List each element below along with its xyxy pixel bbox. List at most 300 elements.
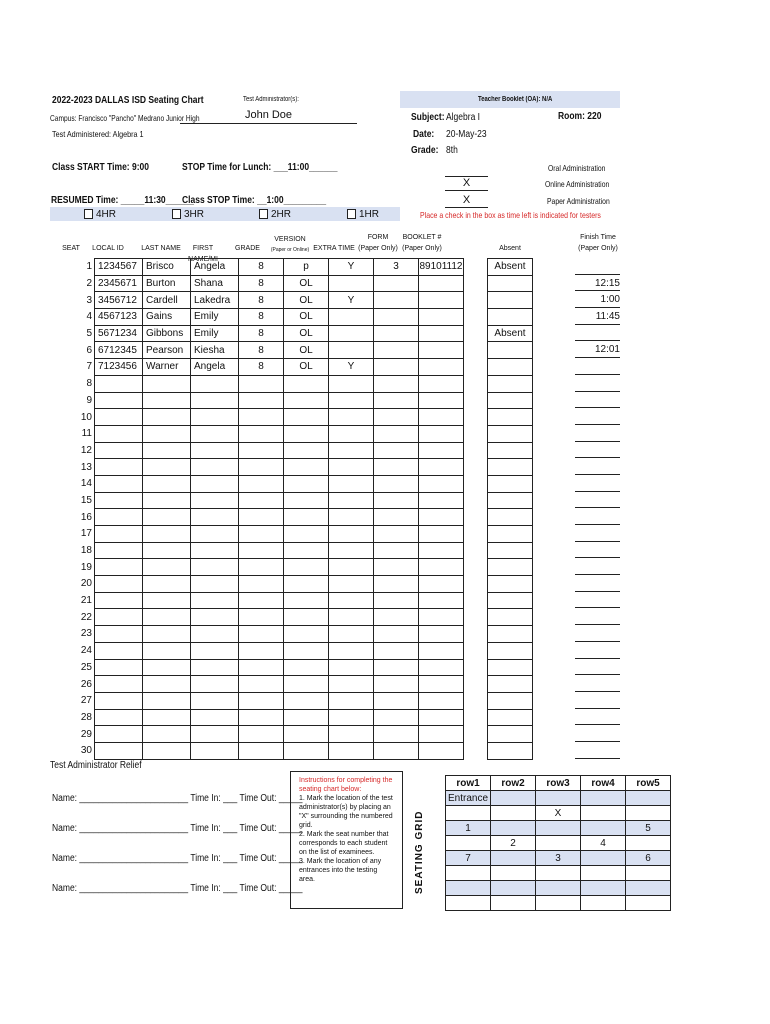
absent-cell[interactable]: Absent — [488, 259, 533, 276]
local-id-cell[interactable] — [95, 609, 143, 626]
form-cell[interactable] — [374, 726, 419, 743]
last-name-cell[interactable] — [143, 526, 191, 543]
finish-time-cell[interactable] — [575, 575, 620, 592]
absent-cell[interactable] — [488, 642, 533, 659]
check-3hr[interactable]: 3HR — [172, 209, 204, 220]
extra-time-cell[interactable] — [329, 726, 374, 743]
form-cell[interactable] — [374, 542, 419, 559]
first-name-cell[interactable]: Angela — [191, 259, 239, 276]
first-name-cell[interactable]: Shana — [191, 275, 239, 292]
grid-cell[interactable]: 1 — [446, 821, 491, 836]
version-cell[interactable] — [284, 526, 329, 543]
last-name-cell[interactable] — [143, 459, 191, 476]
absent-cell[interactable] — [488, 526, 533, 543]
extra-time-cell[interactable] — [329, 559, 374, 576]
last-name-cell[interactable] — [143, 709, 191, 726]
checkbox-icon[interactable] — [172, 209, 181, 219]
finish-time-cell[interactable] — [575, 725, 620, 742]
grade-cell[interactable]: 8 — [239, 275, 284, 292]
absent-cell[interactable] — [488, 709, 533, 726]
grade-cell[interactable] — [239, 392, 284, 409]
absent-cell[interactable] — [488, 659, 533, 676]
grid-cell[interactable] — [581, 821, 626, 836]
absent-cell[interactable] — [488, 275, 533, 292]
version-cell[interactable] — [284, 626, 329, 643]
last-name-cell[interactable] — [143, 576, 191, 593]
extra-time-cell[interactable] — [329, 409, 374, 426]
finish-time-cell[interactable] — [575, 258, 620, 275]
grid-cell[interactable] — [491, 821, 536, 836]
version-cell[interactable]: OL — [284, 309, 329, 326]
extra-time-cell[interactable] — [329, 375, 374, 392]
version-cell[interactable] — [284, 676, 329, 693]
paper-admin-mark[interactable]: X — [445, 194, 488, 208]
local-id-cell[interactable] — [95, 742, 143, 759]
local-id-cell[interactable]: 5671234 — [95, 325, 143, 342]
last-name-cell[interactable] — [143, 726, 191, 743]
grade-cell[interactable] — [239, 492, 284, 509]
local-id-cell[interactable] — [95, 542, 143, 559]
finish-time-cell[interactable] — [575, 675, 620, 692]
grid-cell[interactable] — [581, 806, 626, 821]
grade-cell[interactable]: 8 — [239, 259, 284, 276]
version-cell[interactable] — [284, 659, 329, 676]
form-cell[interactable] — [374, 576, 419, 593]
extra-time-cell[interactable] — [329, 275, 374, 292]
booklet-cell[interactable] — [419, 642, 464, 659]
booklet-cell[interactable] — [419, 459, 464, 476]
grid-cell[interactable] — [446, 881, 491, 896]
grid-cell[interactable]: Entrance — [446, 791, 491, 806]
form-cell[interactable] — [374, 742, 419, 759]
grid-cell[interactable] — [491, 791, 536, 806]
extra-time-cell[interactable] — [329, 576, 374, 593]
local-id-cell[interactable] — [95, 392, 143, 409]
form-cell[interactable] — [374, 342, 419, 359]
absent-cell[interactable] — [488, 726, 533, 743]
grid-cell[interactable] — [626, 866, 671, 881]
finish-time-cell[interactable]: 11:45 — [575, 308, 620, 325]
finish-time-cell[interactable]: 12:01 — [575, 341, 620, 358]
booklet-cell[interactable] — [419, 659, 464, 676]
absent-cell[interactable] — [488, 292, 533, 309]
first-name-cell[interactable] — [191, 425, 239, 442]
last-name-cell[interactable] — [143, 542, 191, 559]
local-id-cell[interactable] — [95, 626, 143, 643]
booklet-cell[interactable] — [419, 309, 464, 326]
absent-cell[interactable] — [488, 442, 533, 459]
grid-cell[interactable] — [446, 806, 491, 821]
form-cell[interactable] — [374, 292, 419, 309]
version-cell[interactable]: OL — [284, 275, 329, 292]
form-cell[interactable] — [374, 325, 419, 342]
version-cell[interactable]: OL — [284, 292, 329, 309]
finish-time-cell[interactable] — [575, 325, 620, 342]
absent-cell[interactable] — [488, 609, 533, 626]
form-cell[interactable] — [374, 492, 419, 509]
grid-cell[interactable] — [446, 896, 491, 911]
finish-time-cell[interactable] — [575, 392, 620, 409]
grade-cell[interactable] — [239, 676, 284, 693]
version-cell[interactable] — [284, 475, 329, 492]
last-name-cell[interactable] — [143, 442, 191, 459]
local-id-cell[interactable]: 1234567 — [95, 259, 143, 276]
absent-cell[interactable] — [488, 692, 533, 709]
last-name-cell[interactable] — [143, 626, 191, 643]
last-name-cell[interactable] — [143, 425, 191, 442]
booklet-cell[interactable] — [419, 676, 464, 693]
last-name-cell[interactable] — [143, 592, 191, 609]
extra-time-cell[interactable] — [329, 425, 374, 442]
grade-cell[interactable] — [239, 526, 284, 543]
version-cell[interactable] — [284, 392, 329, 409]
grade-cell[interactable]: 8 — [239, 292, 284, 309]
absent-cell[interactable] — [488, 509, 533, 526]
version-cell[interactable] — [284, 459, 329, 476]
grid-cell[interactable]: X — [536, 806, 581, 821]
extra-time-cell[interactable] — [329, 642, 374, 659]
grid-cell[interactable] — [626, 896, 671, 911]
grade-cell[interactable] — [239, 709, 284, 726]
grid-cell[interactable] — [491, 881, 536, 896]
last-name-cell[interactable] — [143, 509, 191, 526]
local-id-cell[interactable]: 4567123 — [95, 309, 143, 326]
grid-cell[interactable] — [626, 881, 671, 896]
absent-cell[interactable] — [488, 559, 533, 576]
booklet-cell[interactable] — [419, 409, 464, 426]
check-1hr[interactable]: 1HR — [347, 209, 379, 220]
grid-cell[interactable] — [626, 806, 671, 821]
extra-time-cell[interactable] — [329, 459, 374, 476]
finish-time-cell[interactable] — [575, 558, 620, 575]
first-name-cell[interactable] — [191, 492, 239, 509]
last-name-cell[interactable]: Warner — [143, 359, 191, 376]
local-id-cell[interactable] — [95, 676, 143, 693]
last-name-cell[interactable] — [143, 492, 191, 509]
booklet-cell[interactable] — [419, 726, 464, 743]
booklet-cell[interactable] — [419, 742, 464, 759]
finish-time-cell[interactable] — [575, 608, 620, 625]
form-cell[interactable] — [374, 592, 419, 609]
booklet-cell[interactable]: 89101112 — [419, 259, 464, 276]
extra-time-cell[interactable] — [329, 492, 374, 509]
booklet-cell[interactable] — [419, 559, 464, 576]
extra-time-cell[interactable] — [329, 309, 374, 326]
check-4hr[interactable]: 4HR — [84, 209, 116, 220]
grade-cell[interactable] — [239, 442, 284, 459]
version-cell[interactable] — [284, 375, 329, 392]
absent-cell[interactable] — [488, 542, 533, 559]
form-cell[interactable] — [374, 275, 419, 292]
first-name-cell[interactable] — [191, 742, 239, 759]
form-cell[interactable] — [374, 475, 419, 492]
absent-cell[interactable]: Absent — [488, 325, 533, 342]
finish-time-cell[interactable] — [575, 592, 620, 609]
grade-cell[interactable] — [239, 576, 284, 593]
booklet-cell[interactable] — [419, 275, 464, 292]
version-cell[interactable] — [284, 509, 329, 526]
version-cell[interactable]: OL — [284, 342, 329, 359]
finish-time-cell[interactable] — [575, 508, 620, 525]
absent-cell[interactable] — [488, 492, 533, 509]
last-name-cell[interactable]: Cardell — [143, 292, 191, 309]
first-name-cell[interactable]: Angela — [191, 359, 239, 376]
grade-cell[interactable]: 8 — [239, 325, 284, 342]
booklet-cell[interactable] — [419, 325, 464, 342]
extra-time-cell[interactable]: Y — [329, 359, 374, 376]
grid-cell[interactable] — [446, 836, 491, 851]
first-name-cell[interactable] — [191, 542, 239, 559]
grid-cell[interactable]: 5 — [626, 821, 671, 836]
finish-time-cell[interactable]: 1:00 — [575, 291, 620, 308]
last-name-cell[interactable] — [143, 392, 191, 409]
form-cell[interactable]: 3 — [374, 259, 419, 276]
finish-time-cell[interactable] — [575, 642, 620, 659]
form-cell[interactable] — [374, 392, 419, 409]
grade-cell[interactable] — [239, 559, 284, 576]
finish-time-cell[interactable] — [575, 742, 620, 759]
grade-cell[interactable]: 8 — [239, 359, 284, 376]
grid-cell[interactable]: 7 — [446, 851, 491, 866]
grade-cell[interactable] — [239, 375, 284, 392]
local-id-cell[interactable] — [95, 726, 143, 743]
last-name-cell[interactable] — [143, 609, 191, 626]
extra-time-cell[interactable] — [329, 442, 374, 459]
finish-time-cell[interactable] — [575, 458, 620, 475]
form-cell[interactable] — [374, 642, 419, 659]
grid-cell[interactable] — [581, 851, 626, 866]
booklet-cell[interactable] — [419, 692, 464, 709]
grid-cell[interactable]: 4 — [581, 836, 626, 851]
last-name-cell[interactable] — [143, 659, 191, 676]
finish-time-cell[interactable] — [575, 408, 620, 425]
local-id-cell[interactable]: 2345671 — [95, 275, 143, 292]
first-name-cell[interactable] — [191, 459, 239, 476]
finish-time-cell[interactable] — [575, 492, 620, 509]
grade-cell[interactable] — [239, 626, 284, 643]
form-cell[interactable] — [374, 375, 419, 392]
local-id-cell[interactable] — [95, 592, 143, 609]
local-id-cell[interactable]: 7123456 — [95, 359, 143, 376]
grid-cell[interactable] — [491, 896, 536, 911]
grid-cell[interactable] — [536, 821, 581, 836]
form-cell[interactable] — [374, 692, 419, 709]
local-id-cell[interactable] — [95, 475, 143, 492]
grid-cell[interactable] — [536, 881, 581, 896]
relief-line[interactable]: Name: _______________________ Time In: ___ Time Out: _____ — [52, 793, 303, 804]
version-cell[interactable]: p — [284, 259, 329, 276]
booklet-cell[interactable] — [419, 709, 464, 726]
oral-admin-mark[interactable] — [445, 163, 488, 177]
absent-cell[interactable] — [488, 742, 533, 759]
extra-time-cell[interactable] — [329, 609, 374, 626]
grade-cell[interactable]: 8 — [239, 309, 284, 326]
first-name-cell[interactable] — [191, 709, 239, 726]
absent-cell[interactable] — [488, 459, 533, 476]
grid-cell[interactable] — [581, 791, 626, 806]
first-name-cell[interactable] — [191, 392, 239, 409]
grid-cell[interactable]: 6 — [626, 851, 671, 866]
first-name-cell[interactable] — [191, 409, 239, 426]
check-2hr[interactable]: 2HR — [259, 209, 291, 220]
absent-cell[interactable] — [488, 375, 533, 392]
finish-time-cell[interactable] — [575, 692, 620, 709]
first-name-cell[interactable] — [191, 526, 239, 543]
booklet-cell[interactable] — [419, 359, 464, 376]
grade-cell[interactable] — [239, 425, 284, 442]
grid-cell[interactable] — [536, 896, 581, 911]
last-name-cell[interactable] — [143, 375, 191, 392]
finish-time-cell[interactable] — [575, 375, 620, 392]
finish-time-cell[interactable] — [575, 358, 620, 375]
local-id-cell[interactable] — [95, 375, 143, 392]
booklet-cell[interactable] — [419, 509, 464, 526]
absent-cell[interactable] — [488, 409, 533, 426]
version-cell[interactable]: OL — [284, 359, 329, 376]
first-name-cell[interactable] — [191, 375, 239, 392]
first-name-cell[interactable] — [191, 576, 239, 593]
version-cell[interactable] — [284, 642, 329, 659]
absent-cell[interactable] — [488, 592, 533, 609]
finish-time-cell[interactable] — [575, 425, 620, 442]
booklet-cell[interactable] — [419, 542, 464, 559]
extra-time-cell[interactable] — [329, 676, 374, 693]
booklet-cell[interactable] — [419, 442, 464, 459]
local-id-cell[interactable] — [95, 692, 143, 709]
extra-time-cell[interactable] — [329, 342, 374, 359]
absent-cell[interactable] — [488, 676, 533, 693]
version-cell[interactable] — [284, 726, 329, 743]
first-name-cell[interactable]: Kiesha — [191, 342, 239, 359]
grid-cell[interactable] — [581, 881, 626, 896]
version-cell[interactable] — [284, 492, 329, 509]
version-cell[interactable] — [284, 609, 329, 626]
last-name-cell[interactable] — [143, 676, 191, 693]
version-cell[interactable] — [284, 576, 329, 593]
grade-cell[interactable] — [239, 659, 284, 676]
first-name-cell[interactable] — [191, 609, 239, 626]
grade-cell[interactable] — [239, 692, 284, 709]
last-name-cell[interactable] — [143, 642, 191, 659]
first-name-cell[interactable] — [191, 726, 239, 743]
absent-cell[interactable] — [488, 392, 533, 409]
booklet-cell[interactable] — [419, 609, 464, 626]
finish-time-cell[interactable] — [575, 442, 620, 459]
absent-cell[interactable] — [488, 309, 533, 326]
first-name-cell[interactable]: Emily — [191, 309, 239, 326]
grid-cell[interactable]: 3 — [536, 851, 581, 866]
grid-cell[interactable] — [626, 791, 671, 806]
form-cell[interactable] — [374, 459, 419, 476]
grid-cell[interactable] — [581, 866, 626, 881]
local-id-cell[interactable] — [95, 526, 143, 543]
grade-cell[interactable]: 8 — [239, 342, 284, 359]
version-cell[interactable] — [284, 442, 329, 459]
last-name-cell[interactable] — [143, 692, 191, 709]
grid-cell[interactable] — [581, 896, 626, 911]
grid-cell[interactable] — [491, 866, 536, 881]
version-cell[interactable] — [284, 425, 329, 442]
first-name-cell[interactable]: Lakedra — [191, 292, 239, 309]
first-name-cell[interactable] — [191, 509, 239, 526]
first-name-cell[interactable]: Emily — [191, 325, 239, 342]
last-name-cell[interactable] — [143, 559, 191, 576]
grade-cell[interactable] — [239, 742, 284, 759]
online-admin-mark[interactable]: X — [445, 177, 488, 191]
finish-time-cell[interactable] — [575, 542, 620, 559]
grade-cell[interactable] — [239, 409, 284, 426]
extra-time-cell[interactable] — [329, 325, 374, 342]
form-cell[interactable] — [374, 676, 419, 693]
form-cell[interactable] — [374, 359, 419, 376]
first-name-cell[interactable] — [191, 475, 239, 492]
finish-time-cell[interactable] — [575, 625, 620, 642]
last-name-cell[interactable]: Pearson — [143, 342, 191, 359]
form-cell[interactable] — [374, 409, 419, 426]
grid-cell[interactable] — [536, 836, 581, 851]
booklet-cell[interactable] — [419, 425, 464, 442]
absent-cell[interactable] — [488, 342, 533, 359]
form-cell[interactable] — [374, 442, 419, 459]
extra-time-cell[interactable] — [329, 526, 374, 543]
finish-time-cell[interactable] — [575, 709, 620, 726]
local-id-cell[interactable]: 6712345 — [95, 342, 143, 359]
form-cell[interactable] — [374, 659, 419, 676]
booklet-cell[interactable] — [419, 475, 464, 492]
local-id-cell[interactable] — [95, 459, 143, 476]
last-name-cell[interactable]: Burton — [143, 275, 191, 292]
extra-time-cell[interactable] — [329, 692, 374, 709]
version-cell[interactable] — [284, 409, 329, 426]
finish-time-cell[interactable]: 12:15 — [575, 275, 620, 292]
booklet-cell[interactable] — [419, 492, 464, 509]
absent-cell[interactable] — [488, 475, 533, 492]
grid-cell[interactable] — [626, 836, 671, 851]
extra-time-cell[interactable] — [329, 509, 374, 526]
form-cell[interactable] — [374, 559, 419, 576]
grade-cell[interactable] — [239, 475, 284, 492]
booklet-cell[interactable] — [419, 342, 464, 359]
version-cell[interactable]: OL — [284, 325, 329, 342]
finish-time-cell[interactable] — [575, 525, 620, 542]
booklet-cell[interactable] — [419, 526, 464, 543]
first-name-cell[interactable] — [191, 692, 239, 709]
extra-time-cell[interactable] — [329, 542, 374, 559]
local-id-cell[interactable] — [95, 409, 143, 426]
first-name-cell[interactable] — [191, 559, 239, 576]
extra-time-cell[interactable] — [329, 475, 374, 492]
first-name-cell[interactable] — [191, 442, 239, 459]
last-name-cell[interactable] — [143, 475, 191, 492]
version-cell[interactable] — [284, 709, 329, 726]
booklet-cell[interactable] — [419, 392, 464, 409]
grid-cell[interactable] — [491, 806, 536, 821]
grid-cell[interactable] — [536, 866, 581, 881]
local-id-cell[interactable] — [95, 492, 143, 509]
local-id-cell[interactable] — [95, 659, 143, 676]
booklet-cell[interactable] — [419, 626, 464, 643]
extra-time-cell[interactable] — [329, 626, 374, 643]
grade-cell[interactable] — [239, 459, 284, 476]
version-cell[interactable] — [284, 559, 329, 576]
first-name-cell[interactable] — [191, 642, 239, 659]
grade-cell[interactable] — [239, 542, 284, 559]
form-cell[interactable] — [374, 509, 419, 526]
grade-cell[interactable] — [239, 509, 284, 526]
first-name-cell[interactable] — [191, 676, 239, 693]
absent-cell[interactable] — [488, 576, 533, 593]
checkbox-icon[interactable] — [259, 209, 268, 219]
